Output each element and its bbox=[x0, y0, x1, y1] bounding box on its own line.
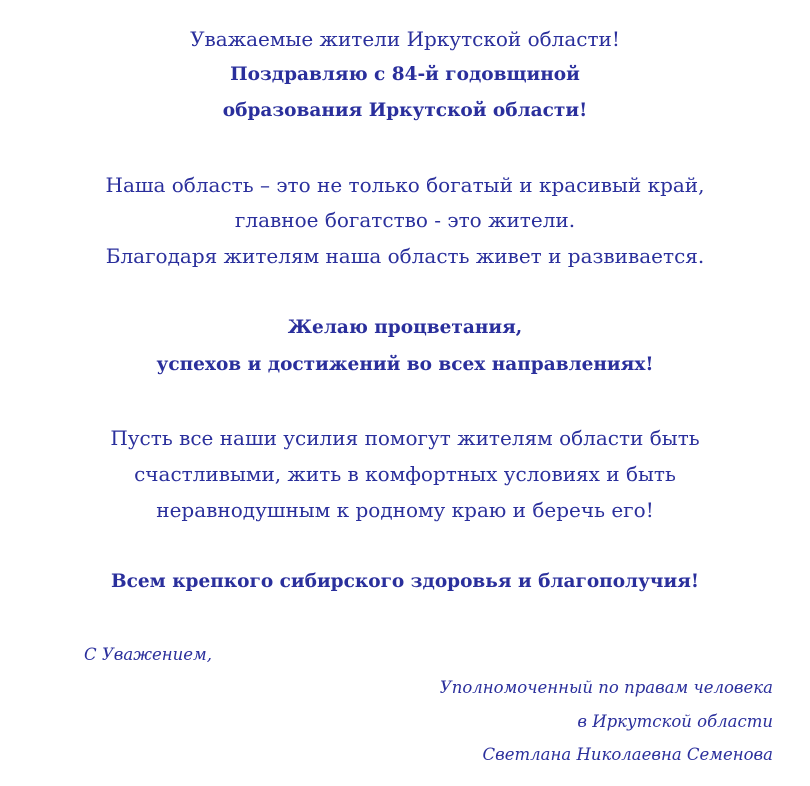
signature-position-line-1: Уполномоченный по правам человека bbox=[439, 678, 773, 697]
paragraph1-line-1: Наша область – это не только богатый и красивый край, bbox=[105, 173, 705, 197]
paragraph2-line-2: счастливыми, жить в комфортных условиях и быть bbox=[134, 462, 676, 486]
signature-position-line-2: в Иркутской области bbox=[577, 712, 773, 731]
paragraph2-line-3: неравнодушным к родному краю и беречь его! bbox=[156, 498, 654, 522]
congrats-line-2: образования Иркутской области! bbox=[222, 100, 588, 121]
congrats-line-1: Поздравляю с 84-й годовщиной bbox=[230, 64, 580, 85]
closing-wish-line: Всем крепкого сибирского здоровья и благополучия! bbox=[111, 571, 699, 592]
signature-salutation: С Уважением, bbox=[84, 645, 212, 664]
wishes-line-2: успехов и достижений во всех направлениях! bbox=[156, 354, 654, 375]
greeting-line: Уважаемые жители Иркутской области! bbox=[190, 27, 620, 51]
paragraph1-line-2: главное богатство - это жители. bbox=[234, 208, 576, 232]
paragraph2-line-1: Пусть все наши усилия помогут жителям области быть bbox=[110, 426, 700, 450]
wishes-line-1: Желаю процветания, bbox=[287, 317, 523, 338]
paragraph1-line-3: Благодаря жителям наша область живет и развивается. bbox=[105, 244, 705, 268]
signature-name: Светлана Николаевна Семенова bbox=[482, 745, 773, 764]
